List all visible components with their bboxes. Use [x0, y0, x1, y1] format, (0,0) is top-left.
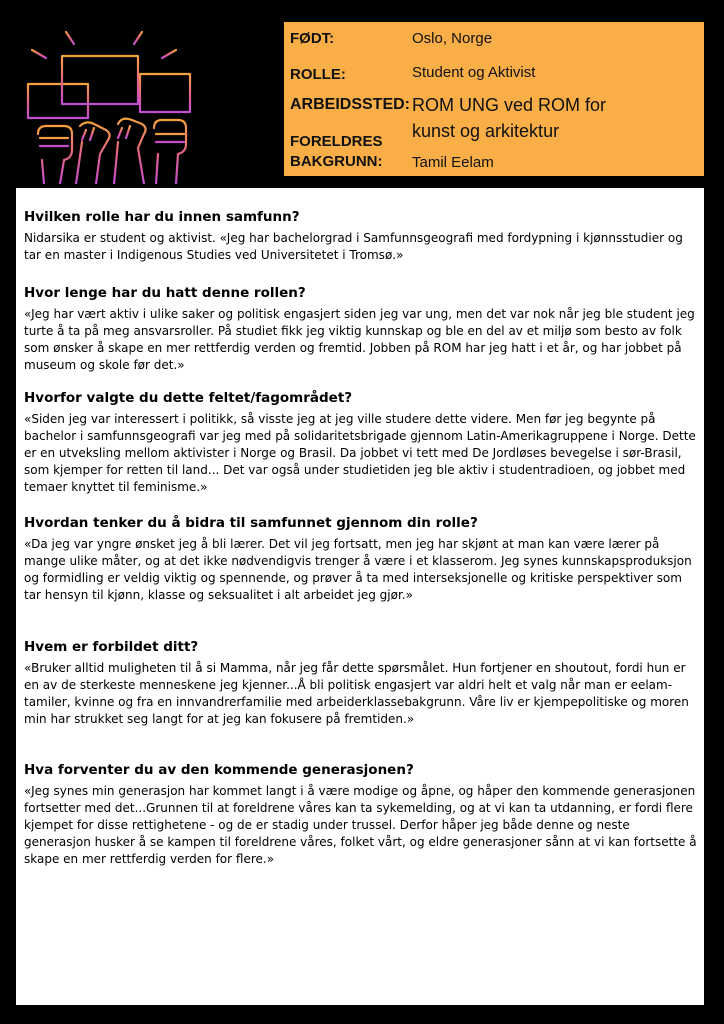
- question-heading: Hva forventer du av den kommende generasjonen?: [24, 762, 414, 778]
- role-label: ROLLE:: [290, 66, 346, 83]
- parents-label: FORELDRES BAKGRUNN:: [290, 133, 383, 170]
- qa-section: [24, 761, 700, 868]
- qa-section: [24, 389, 700, 496]
- answer-text: «Bruker alltid muligheten til å si Mamma, når jeg får dette spørsmålet. Hun fortjener en shoutout, fordi hun er en av de sterkeste menneskene jeg kjenner...Å bli politisk engasjert var aldri helt et valg når man er eelam-tamiler, kvinne og fra en innvandrerfamilie med arbeiderklassebakgrunn. Våre liv er kjempepolitiske og moren min har strukket seg langt for at jeg kan fokusere på fremtiden.»: [24, 661, 689, 726]
- qa-section: [24, 638, 700, 728]
- workplace-value: ROM UNG ved ROM for kunst og arkitektur: [412, 95, 607, 141]
- role-value: Student og Aktivist: [412, 64, 536, 81]
- answer-text: «Jeg har vært aktiv i ulike saker og politisk engasjert siden jeg var ung, men det var nok når jeg ble student jeg turte å ta på meg ansvarsroller. På studiet fikk jeg viktig kunnskap og ble en del av et miljø som besto av folk som ønsker å skape en mer rettferdig verden og fremtid. Jobben på ROM har jeg hatt i et år, og har jobbet på museum og skole før det.»: [24, 307, 695, 372]
- answer-text: «Siden jeg var interessert i politikk, så visste jeg at jeg ville studere dette videre. Men før jeg begynte på bachelor i samfunnsgeografi var jeg med på solidaritetsbrigade gjennom Latin-Amerikagruppene i Norge. Dette er en utveksling mellom aktivister i Norge og Brasil. Da jobbet vi tett med De Jordløses bevegelse i sør-Brasil, som kjemper for retten til land... Det var også under studietiden jeg ble aktiv i studentradioen, og jobbet med temaer knyttet til feminisme.»: [24, 412, 696, 494]
- answer-text: «Jeg synes min generasjon har kommet langt i å være modige og åpne, og håper den kommende generasjonen fortsetter med det...Grunnen til at foreldrene våres kan ta sykemelding, og at vi kan ta utdanning, er fordi flere kjempet for disse rettighetene - og de er stadig under trussel. Derfor håper jeg både denne og neste generasjon husker å se kampen til foreldrene våres, folket vårt, og eldre generasjoner sånn at vi kan fortsette å skape en mer rettferdig verden for flere.»: [24, 784, 697, 866]
- answer-text: Nidarsika er student og aktivist. «Jeg har bachelorgrad i Samfunnsgeografi med fordypning i kjønnsstudier og tar en master i Indigenous Studies ved Universitetet i Tromsø.»: [24, 231, 683, 262]
- born-label: FØDT:: [290, 30, 335, 47]
- question-heading: Hvem er forbildet ditt?: [24, 639, 199, 655]
- born-value: Oslo, Norge: [412, 30, 493, 47]
- profile-info-box: [284, 22, 704, 176]
- question-heading: Hvor lenge har du hatt denne rollen?: [24, 285, 306, 301]
- answer-text: «Da jeg var yngre ønsket jeg å bli lærer. Det vil jeg fortsatt, men jeg har skjønt at man kan være lærer på mange ulike måter, og at det ikke nødvendigvis trenger å være i et klasserom. Jeg synes kunnskapsproduksjon og formidling er veldig viktig og spennende, og prøver å ta med interseksjonelle og kritiske perspektiver som tar hensyn til kjønn, klasse og seksualitet i alt arbeidet jeg gjør.»: [24, 537, 692, 602]
- question-heading: Hvorfor valgte du dette feltet/fagområdet?: [24, 390, 353, 406]
- qa-section: [24, 514, 700, 604]
- qa-section: [24, 208, 700, 264]
- parents-value: Tamil Eelam: [412, 154, 494, 171]
- interview-content: [16, 188, 704, 1005]
- question-heading: Hvordan tenker du å bidra til samfunnet gjennom din rolle?: [24, 515, 478, 531]
- workplace-label: ARBEIDSSTED:: [290, 96, 411, 113]
- question-heading: Hvilken rolle har du innen samfunn?: [24, 209, 300, 225]
- qa-section: [24, 284, 700, 374]
- protest-signs-icon: [18, 14, 198, 184]
